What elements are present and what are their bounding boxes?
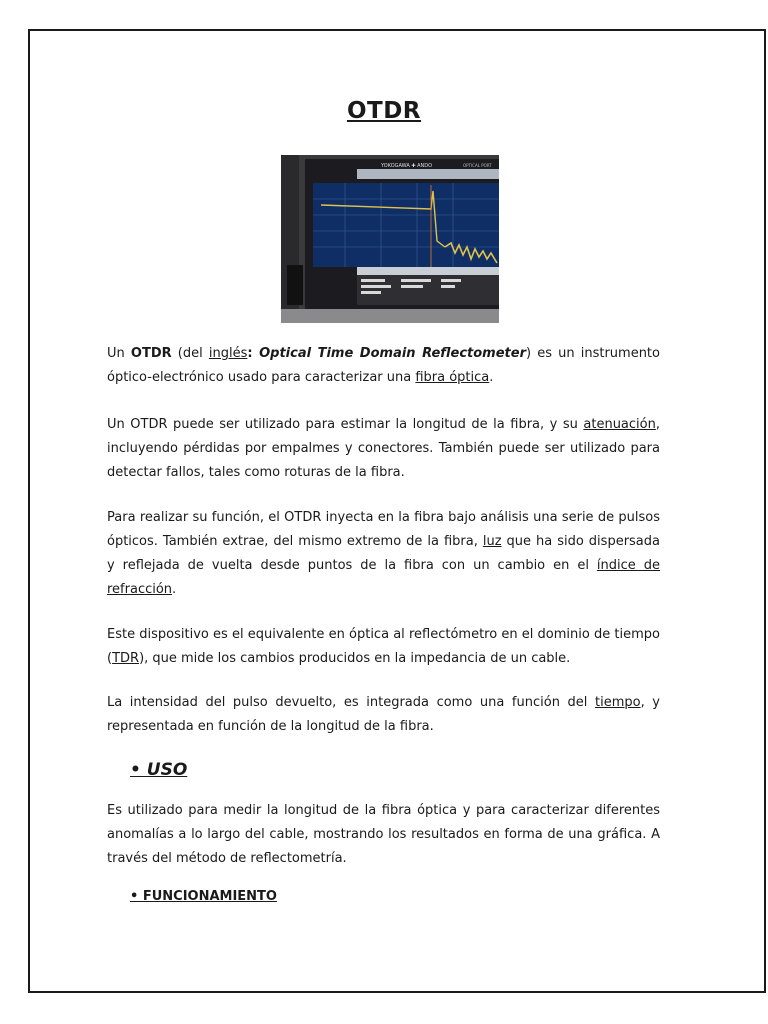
link-fibra-optica[interactable]: fibra óptica	[415, 370, 490, 385]
otdr-device-photo	[281, 155, 499, 323]
document-title: OTDR	[346, 98, 422, 124]
link-indice-refraccion[interactable]: índice de refracción	[107, 558, 661, 597]
paragraph-function: Para realizar su función, el OTDR inyecta en la fibra bajo análisis una serie de pulsos ópticos. También extrae, del mismo extremo de la fibra, luz que ha sido dispersada y reflejada de vuelta desde puntos de la fibra con un cambio en el índice de refracción.	[107, 510, 661, 597]
otdr-full-name: Optical Time Domain Reflectometer	[259, 346, 526, 361]
link-ingles[interactable]: inglés	[208, 346, 248, 361]
link-tdr[interactable]: TDR	[112, 651, 140, 666]
section-heading-funcionamiento: • FUNCIONAMIENTO	[130, 889, 277, 904]
paragraph-uses: Un OTDR puede ser utilizado para estimar la longitud de la fibra, y su atenuación, incluyendo pérdidas por empalmes y conectores. También puede ser utilizado para detectar fallos, tales como roturas de la fibra.	[107, 417, 660, 480]
otdr-device-image	[281, 155, 499, 323]
paragraph-uso: Es utilizado para medir la longitud de la fibra óptica y para caracterizar diferentes anomalías a lo largo del cable, mostrando los resultados en forma de una gráfica. A través del método de reflectometría.	[107, 803, 660, 866]
device-model-label: OPTICAL PORT	[463, 163, 492, 168]
link-atenuacion[interactable]: atenuación	[583, 417, 656, 432]
link-tiempo[interactable]: tiempo	[595, 695, 641, 710]
paragraph-equivalence: Este dispositivo es el equivalente en óptica al reflectómetro en el dominio de tiempo (TDR), que mide los cambios producidos en la impedancia de un cable.	[107, 627, 660, 666]
link-luz[interactable]: luz	[482, 534, 502, 549]
device-brand-label: YOKOGAWA ✚ ANDO	[381, 163, 433, 169]
paragraph-definition: Un OTDR (del inglés: Optical Time Domain Reflectometer) es un instrumento óptico-electrónico usado para caracterizar una fibra óptica.	[107, 346, 660, 385]
section-heading-uso: • USO	[130, 760, 188, 780]
paragraph-intensity: La intensidad del pulso devuelto, es integrada como una función del tiempo, y representada en función de la longitud de la fibra.	[107, 695, 660, 734]
otdr-term: OTDR	[130, 346, 172, 361]
